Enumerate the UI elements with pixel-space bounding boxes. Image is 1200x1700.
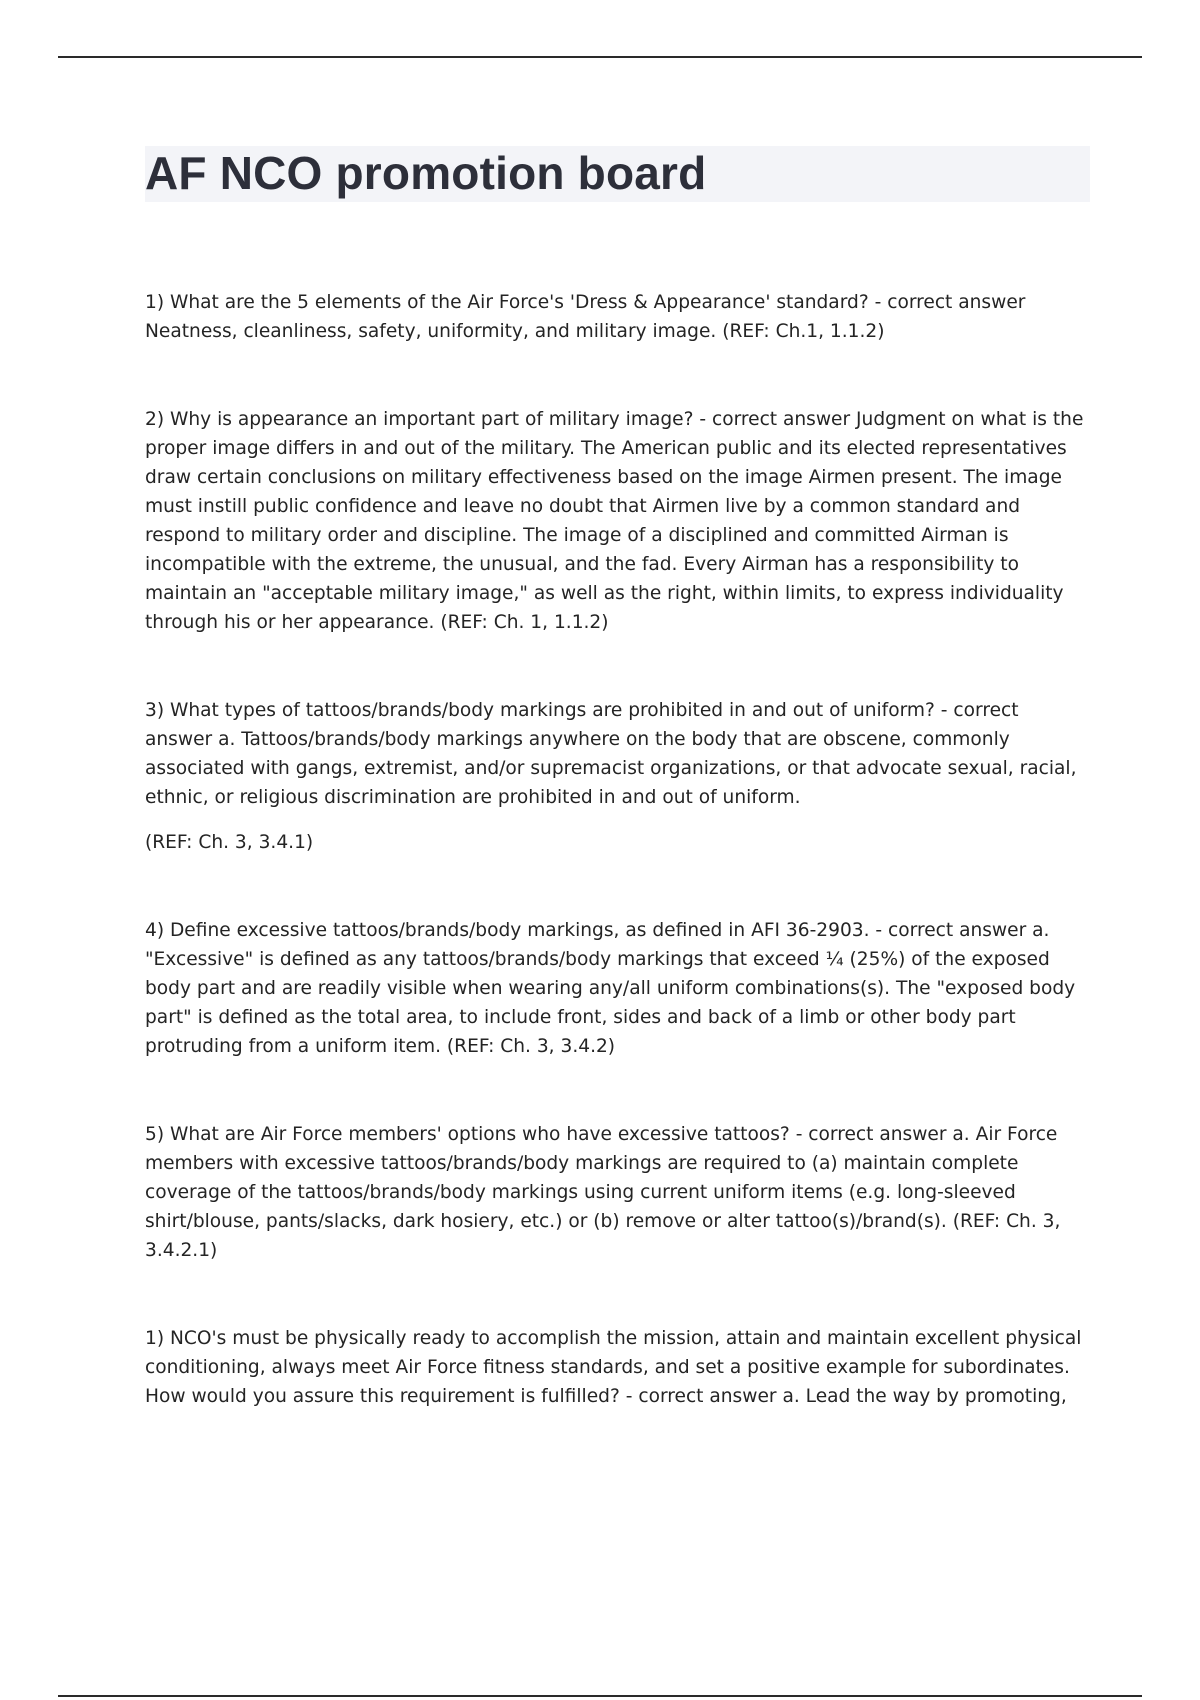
qa-entry — [145, 1324, 1090, 1411]
document-body — [145, 288, 1090, 1411]
qa-entry — [145, 288, 1090, 346]
qa-entry — [145, 405, 1090, 637]
qa-entry — [145, 696, 1090, 857]
bottom-divider — [58, 1695, 1142, 1697]
qa-text: 1) NCO's must be physically ready to accomplish the mission, attain and maintain excellent physical conditioning, always meet Air Force fitness standards, and set a positive example for subordinates. How would you assure this requirement is fulfilled? - correct answer a. Lead the way by promoting, — [145, 1328, 1082, 1407]
qa-reference: (REF: Ch. 3, 3.4.1) — [145, 832, 314, 853]
qa-text: 3) What types of tattoos/brands/body markings are prohibited in and out of uniform? - correct answer a. Tattoos/brands/body markings anywhere on the body that are obscene, commonly associated with gangs, extremist, and/or supremacist organizations, or that advocate sexual, racial, ethnic, or religious discrimination are prohibited in and out of uniform. — [145, 700, 1077, 808]
qa-text: 5) What are Air Force members' options who have excessive tattoos? - correct answer a. Air Force members with excessive tattoos/brands/body markings are required to (a) maintain complete coverage of the tattoos/brands/body markings using current uniform items (e.g. long-sleeved shirt/blouse, pants/slacks, dark hosiery, etc.) or (b) remove or alter tattoo(s)/brand(s). (REF: Ch. 3, 3.4.2.1) — [145, 1124, 1061, 1261]
qa-text: 4) Define excessive tattoos/brands/body markings, as defined in AFI 36-2903. - correct answer a. "Excessive" is defined as any tattoos/brands/body markings that exceed ¼ (25%) of the exposed body part and are readily visible when wearing any/all uniform combinations(s). The "exposed body part" is defined as the total area, to include front, sides and back of a limb or other body part protruding from a uniform item. (REF: Ch. 3, 3.4.2) — [145, 920, 1076, 1057]
qa-entry — [145, 916, 1090, 1061]
top-divider — [58, 56, 1142, 58]
qa-entry — [145, 1120, 1090, 1265]
qa-text: 1) What are the 5 elements of the Air Force's 'Dress & Appearance' standard? - correct answer Neatness, cleanliness, safety, uniformity, and military image. (REF: Ch.1, 1.1.2) — [145, 292, 1026, 342]
page-title: AF NCO promotion board — [145, 147, 707, 199]
qa-text: 2) Why is appearance an important part of military image? - correct answer Judgment on what is the proper image differs in and out of the military. The American public and its elected representatives draw certain conclusions on military effectiveness based on the image Airmen present. The image must instill public confidence and leave no doubt that Airmen live by a common standard and respond to military order and discipline. The image of a disciplined and committed Airman is incompatible with the extreme, the unusual, and the fad. Every Airman has a responsibility to maintain an "acceptable military image," as well as the right, within limits, to express individuality through his or her appearance. (REF: Ch. 1, 1.1.2) — [145, 409, 1084, 633]
